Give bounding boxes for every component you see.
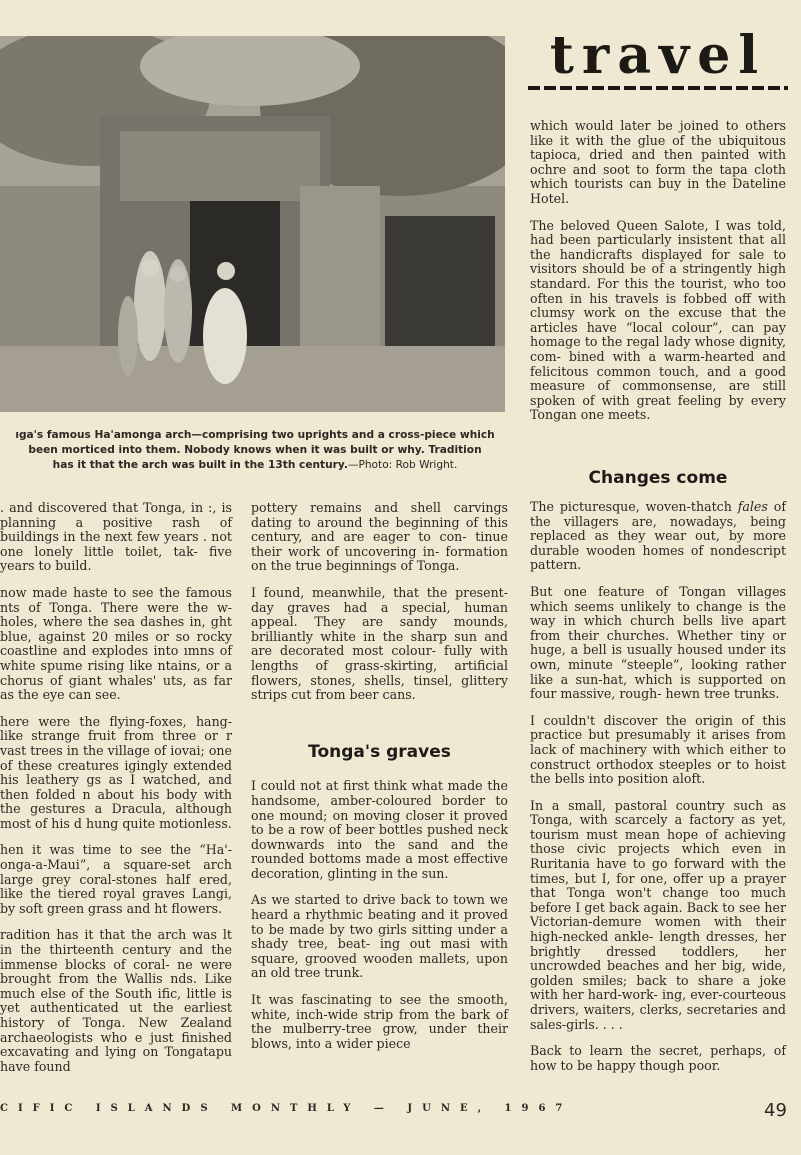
middle-paragraph-1: pottery remains and shell carvings dating to around the beginning of this century, and are eager to con- tinue their work of uncovering in- formation on the true beginnings of Tonga. (251, 500, 508, 574)
middle-paragraph-4: As we started to drive back to town we heard a rhythmic beating and it proved to be made by two girls sitting under a shady tree, beat- ing out masi with square, grooved wooden mallets, upon an old tree trunk. (251, 892, 508, 981)
right-bottom-paragraph-1 (530, 500, 786, 573)
middle-column (251, 501, 508, 1063)
section-title: travel (549, 25, 767, 86)
right-column-bottom (530, 500, 786, 1085)
right-top-paragraph-1: which would later be joined to others like it with the glue of the ubiquitous tapioca, dried and then painted with ochre and soot to form the tapa cloth which tourists can buy in the Dateline Hotel. (530, 118, 786, 206)
right-bottom-paragraph-1-start: The picturesque, woven-thatch (530, 499, 738, 514)
left-paragraph-2: now made haste to see the famous nts of Tonga. There were the w-holes, where the sea dashes in, ght blue, against 20 miles or so rocky coastline and explodes into ımns of white spume rising like ntains, or a chorus of giant whales' uts, as far as the eye can see. (0, 584, 232, 703)
ha-amonga-arch-photo (0, 36, 505, 412)
right-bottom-paragraph-3: I couldn't discover the origin of this practice but presumably it arises from lack of machinery with which either to construct orthodox steeples or to hoist the bells into position aloft. (530, 712, 786, 787)
masthead-dashed-rule (528, 86, 788, 90)
left-paragraph-1: . and discovered that Tonga, in :, is planning a positive rash of buildings in the next few years . not one lonely little toilet, tak- five years to build. (0, 500, 232, 574)
right-bottom-paragraph-5: Back to learn the secret, perhaps, of how to be happy though poor. (530, 1043, 786, 1073)
photo-caption (0, 428, 510, 473)
middle-paragraph-5: It was fascinating to see the smooth, white, inch-wide strip from the bark of the mulberry-tree grow, under their blows, into a wider piece (251, 992, 508, 1051)
right-column-top (530, 119, 786, 435)
subhead-tongas-graves: Tonga's graves (308, 741, 451, 762)
caption-line-3 (0, 458, 510, 473)
middle-paragraph-3: I could not at first think what made the handsome, amber-coloured border to one mound; on moving closer it proved to be a row of beer bottles pushed neck downwards into the sand and the rounded bottoms made a most effective decoration, glinting in the sun. (251, 778, 508, 881)
caption-line-3-text: has it that the arch was built in the 13th century. (52, 459, 348, 471)
middle-paragraph-2: I found, meanwhile, that the present-day graves had a special, human appeal. They are sandy mounds, brilliantly white in the sharp sun and are decorated most colour- fully with lengths of grass-skirting, artificial flowers, stones, shells, tinsel, glittery strips cut from beer cans. (251, 584, 508, 703)
publication-footer: CIFIC ISLANDS MONTHLY — JUNE, 1967 (0, 1103, 573, 1114)
right-bottom-paragraph-1-end: of the villagers are, nowadays, being replaced as they wear out, by more durable wooden homes of nondescript pattern. (530, 499, 786, 573)
left-paragraph-3: here were the flying-foxes, hang- like strange fruit from three or r vast trees in the village of iovai; one of these creatures igingly extended his leathery gs as I watched, and then folded n about his body with the gestures a Dracula, although most of his d hung quite motionless. (0, 713, 232, 831)
subhead-changes-come: Changes come (588, 468, 728, 488)
caption-line-2: been morticed into them. Nobody knows when it was built or why. Tradition (28, 444, 482, 456)
page-number: 49 (764, 1100, 787, 1121)
left-paragraph-4: hen it was time to see the “Ha'- onga-a-Maui”, a square-set arch large grey coral-stones half ered, like the tiered royal graves Langi, by soft green grass and ht flowers. (0, 842, 232, 916)
section-masthead (528, 25, 788, 90)
left-paragraph-5: radition has it that the arch was lt in the thirteenth century and the immense blocks of coral- ne were brought from the Wallis nds. Like much else of the South ific, little is yet authenticated ut the earliest history of Tonga. New Zealand archaeologists who e just finished excavating and lying on Tongatapu have found (0, 927, 232, 1074)
caption-line-1: ıga's famous Ha'amonga arch—comprising two uprights and a cross-piece which (15, 429, 495, 441)
fales-italic: fales (737, 499, 768, 514)
right-bottom-paragraph-2: But one feature of Tongan villages which seems unlikely to change is the way in which church bells live apart from their churches. Whether tiny or huge, a bell is usually housed under its own, minute “steeple”, looking rather like a sun-hat, which is supported on four massive, rough- hewn tree trunks. (530, 583, 786, 702)
right-top-paragraph-2: The beloved Queen Salote, I was told, had been particularly insistent that all the handicrafts displayed for sale to visitors should be of a stringently high standard. For this the tourist, who too often in his travels is fobbed off with clumsy work on the excuse that the articles have “local colour”, can pay homage to the regal lady whose dignity, com- bined with a warm-hearted and felicitous common touch, and a good measure of commonsense, are still spoken of with great feeling by every Tongan one meets. (530, 217, 786, 423)
photo-credit: —Photo: Rob Wright. (347, 459, 458, 471)
left-column (0, 501, 232, 1086)
right-bottom-paragraph-4: In a small, pastoral country such as Tonga, with scarcely a factory as yet, tourism must mean hope of achieving those civic projects which even in Ruritania have to go forward with the times, but I, for one, offer up a prayer that Tonga won't change too much before I get back again. Back to see her Victorian-demure women with their high-necked ankle- length dresses, her brightly dressed toddlers, her uncrowded beaches and her big, wide, golden smiles; back to share a joke with her hard-work- ing, ever-courteous drivers, waiters, clerks, secretaries and sales-girls. . . . (530, 797, 786, 1032)
